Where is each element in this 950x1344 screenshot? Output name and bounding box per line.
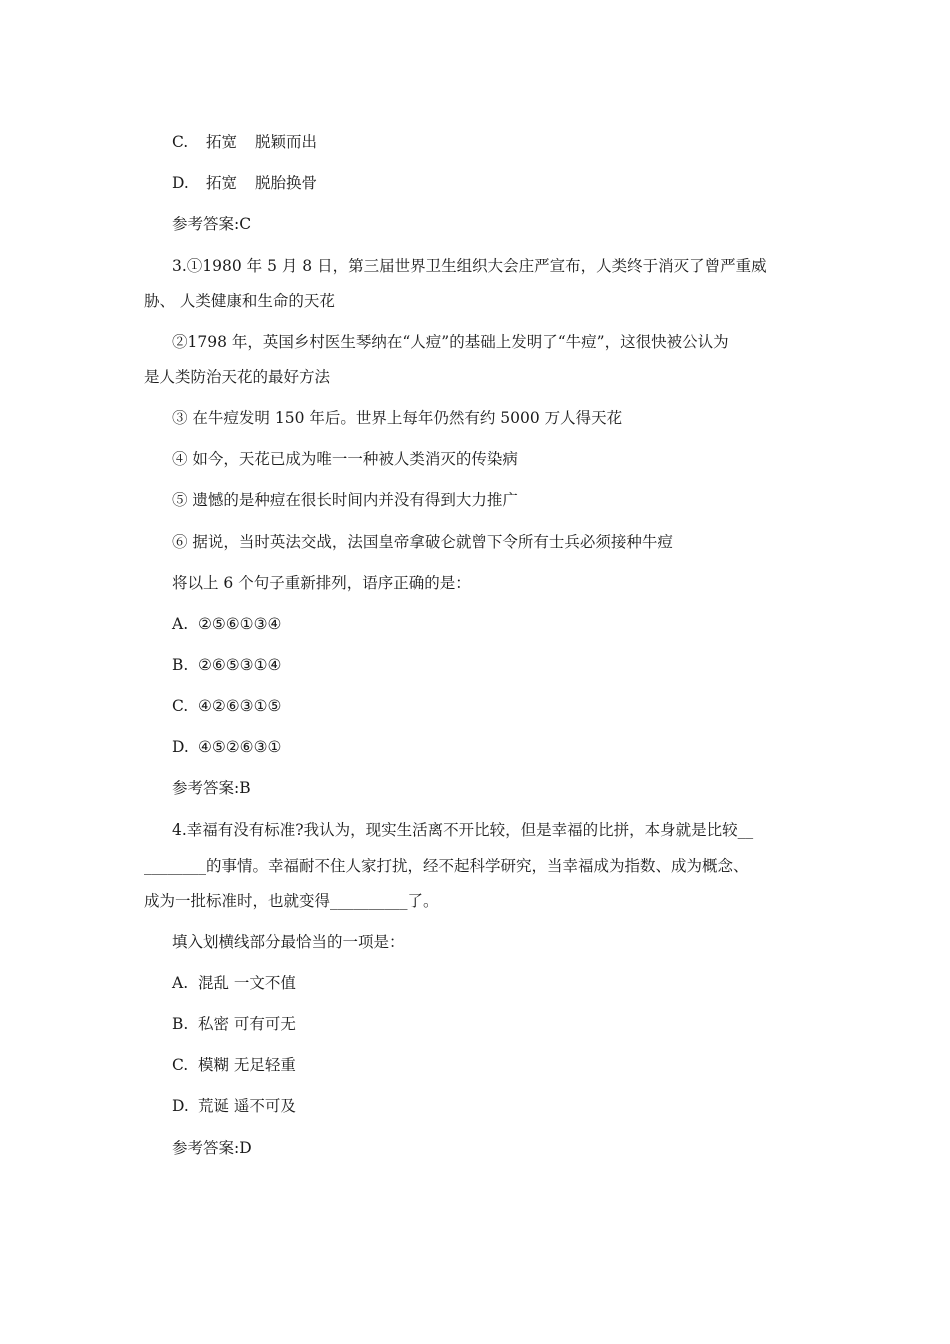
option-letter: A. (172, 974, 189, 992)
q3-stem-line2: 胁、 人类健康和生命的天花 (144, 292, 335, 310)
q4-prompt: 填入划横线部分最恰当的一项是： (172, 933, 405, 951)
option-word-a: 拓宽 (206, 174, 238, 192)
q3-answer: 参考答案:B (172, 779, 251, 797)
q4-answer: 参考答案:D (172, 1139, 252, 1157)
option-word-b: 脱胎换骨 (255, 174, 318, 192)
q3-sentence-5: ⑤ 遗憾的是种痘在很长时间内并没有得到大力推广 (172, 491, 518, 509)
option-word-b: 脱颖而出 (255, 133, 318, 151)
option-text: 模糊 无足轻重 (198, 1056, 296, 1074)
q2-option-d (172, 173, 317, 193)
q3-sentence-2-line2: 是人类防治天花的最好方法 (144, 368, 331, 386)
option-letter: B. (172, 1015, 189, 1033)
q3-sentence-3: ③ 在牛痘发明 150 年后。世界上每年仍然有约 5000 万人得天花 (172, 409, 623, 427)
q4-stem-line1: 4.幸福有没有标准?我认为，现实生活离不开比较，但是幸福的比拼，本身就是比较__ (172, 821, 754, 839)
option-text: ②⑤⑥①③④ (198, 615, 282, 633)
q3-option-d (172, 737, 281, 757)
q2-answer: 参考答案:C (172, 215, 252, 233)
option-text: 荒诞 遥不可及 (198, 1097, 296, 1115)
q4-stem-line2: ________的事情。幸福耐不住人家打扰，经不起科学研究，当幸福成为指数、成为概念、 (144, 857, 749, 875)
option-text: 私密 可有可无 (198, 1015, 296, 1033)
option-letter: A. (172, 615, 189, 633)
q3-sentence-2-line1: ②1798 年，英国乡村医生琴纳在“人痘”的基础上发明了“牛痘”，这很快被公认为 (172, 333, 729, 351)
q3-sentence-6: ⑥ 据说，当时英法交战，法国皇帝拿破仑就曾下令所有士兵必须接种牛痘 (172, 533, 673, 551)
q2-option-c (172, 132, 317, 152)
q4-option-a (172, 973, 296, 993)
option-letter: D. (172, 1097, 189, 1115)
q4-stem-line3: 成为一批标准时，也就变得__________了。 (144, 892, 439, 910)
q4-option-d (172, 1096, 296, 1116)
option-text: ②⑥⑤③①④ (198, 656, 282, 674)
option-text: 混乱 一文不值 (198, 974, 296, 992)
q4-option-c (172, 1055, 296, 1075)
q3-option-b (172, 655, 281, 675)
option-letter: B. (172, 656, 189, 674)
option-letter: C. (172, 697, 189, 715)
option-text: ④②⑥③①⑤ (198, 697, 282, 715)
option-word-a: 拓宽 (206, 133, 238, 151)
q4-option-b (172, 1014, 296, 1034)
option-letter: C. (172, 133, 189, 151)
option-text: ④⑤②⑥③① (198, 738, 282, 756)
q3-sentence-4: ④ 如今，天花已成为唯一一种被人类消灭的传染病 (172, 450, 518, 468)
q3-stem-line1: 3.①1980 年 5 月 8 日，第三届世界卫生组织大会庄严宣布，人类终于消灭了曾严重威 (172, 257, 767, 275)
q3-option-c (172, 696, 281, 716)
q3-option-a (172, 614, 281, 634)
option-letter: D. (172, 738, 189, 756)
option-letter: D. (172, 174, 189, 192)
q3-prompt: 将以上 6 个句子重新排列，语序正确的是： (172, 574, 471, 592)
option-letter: C. (172, 1056, 189, 1074)
